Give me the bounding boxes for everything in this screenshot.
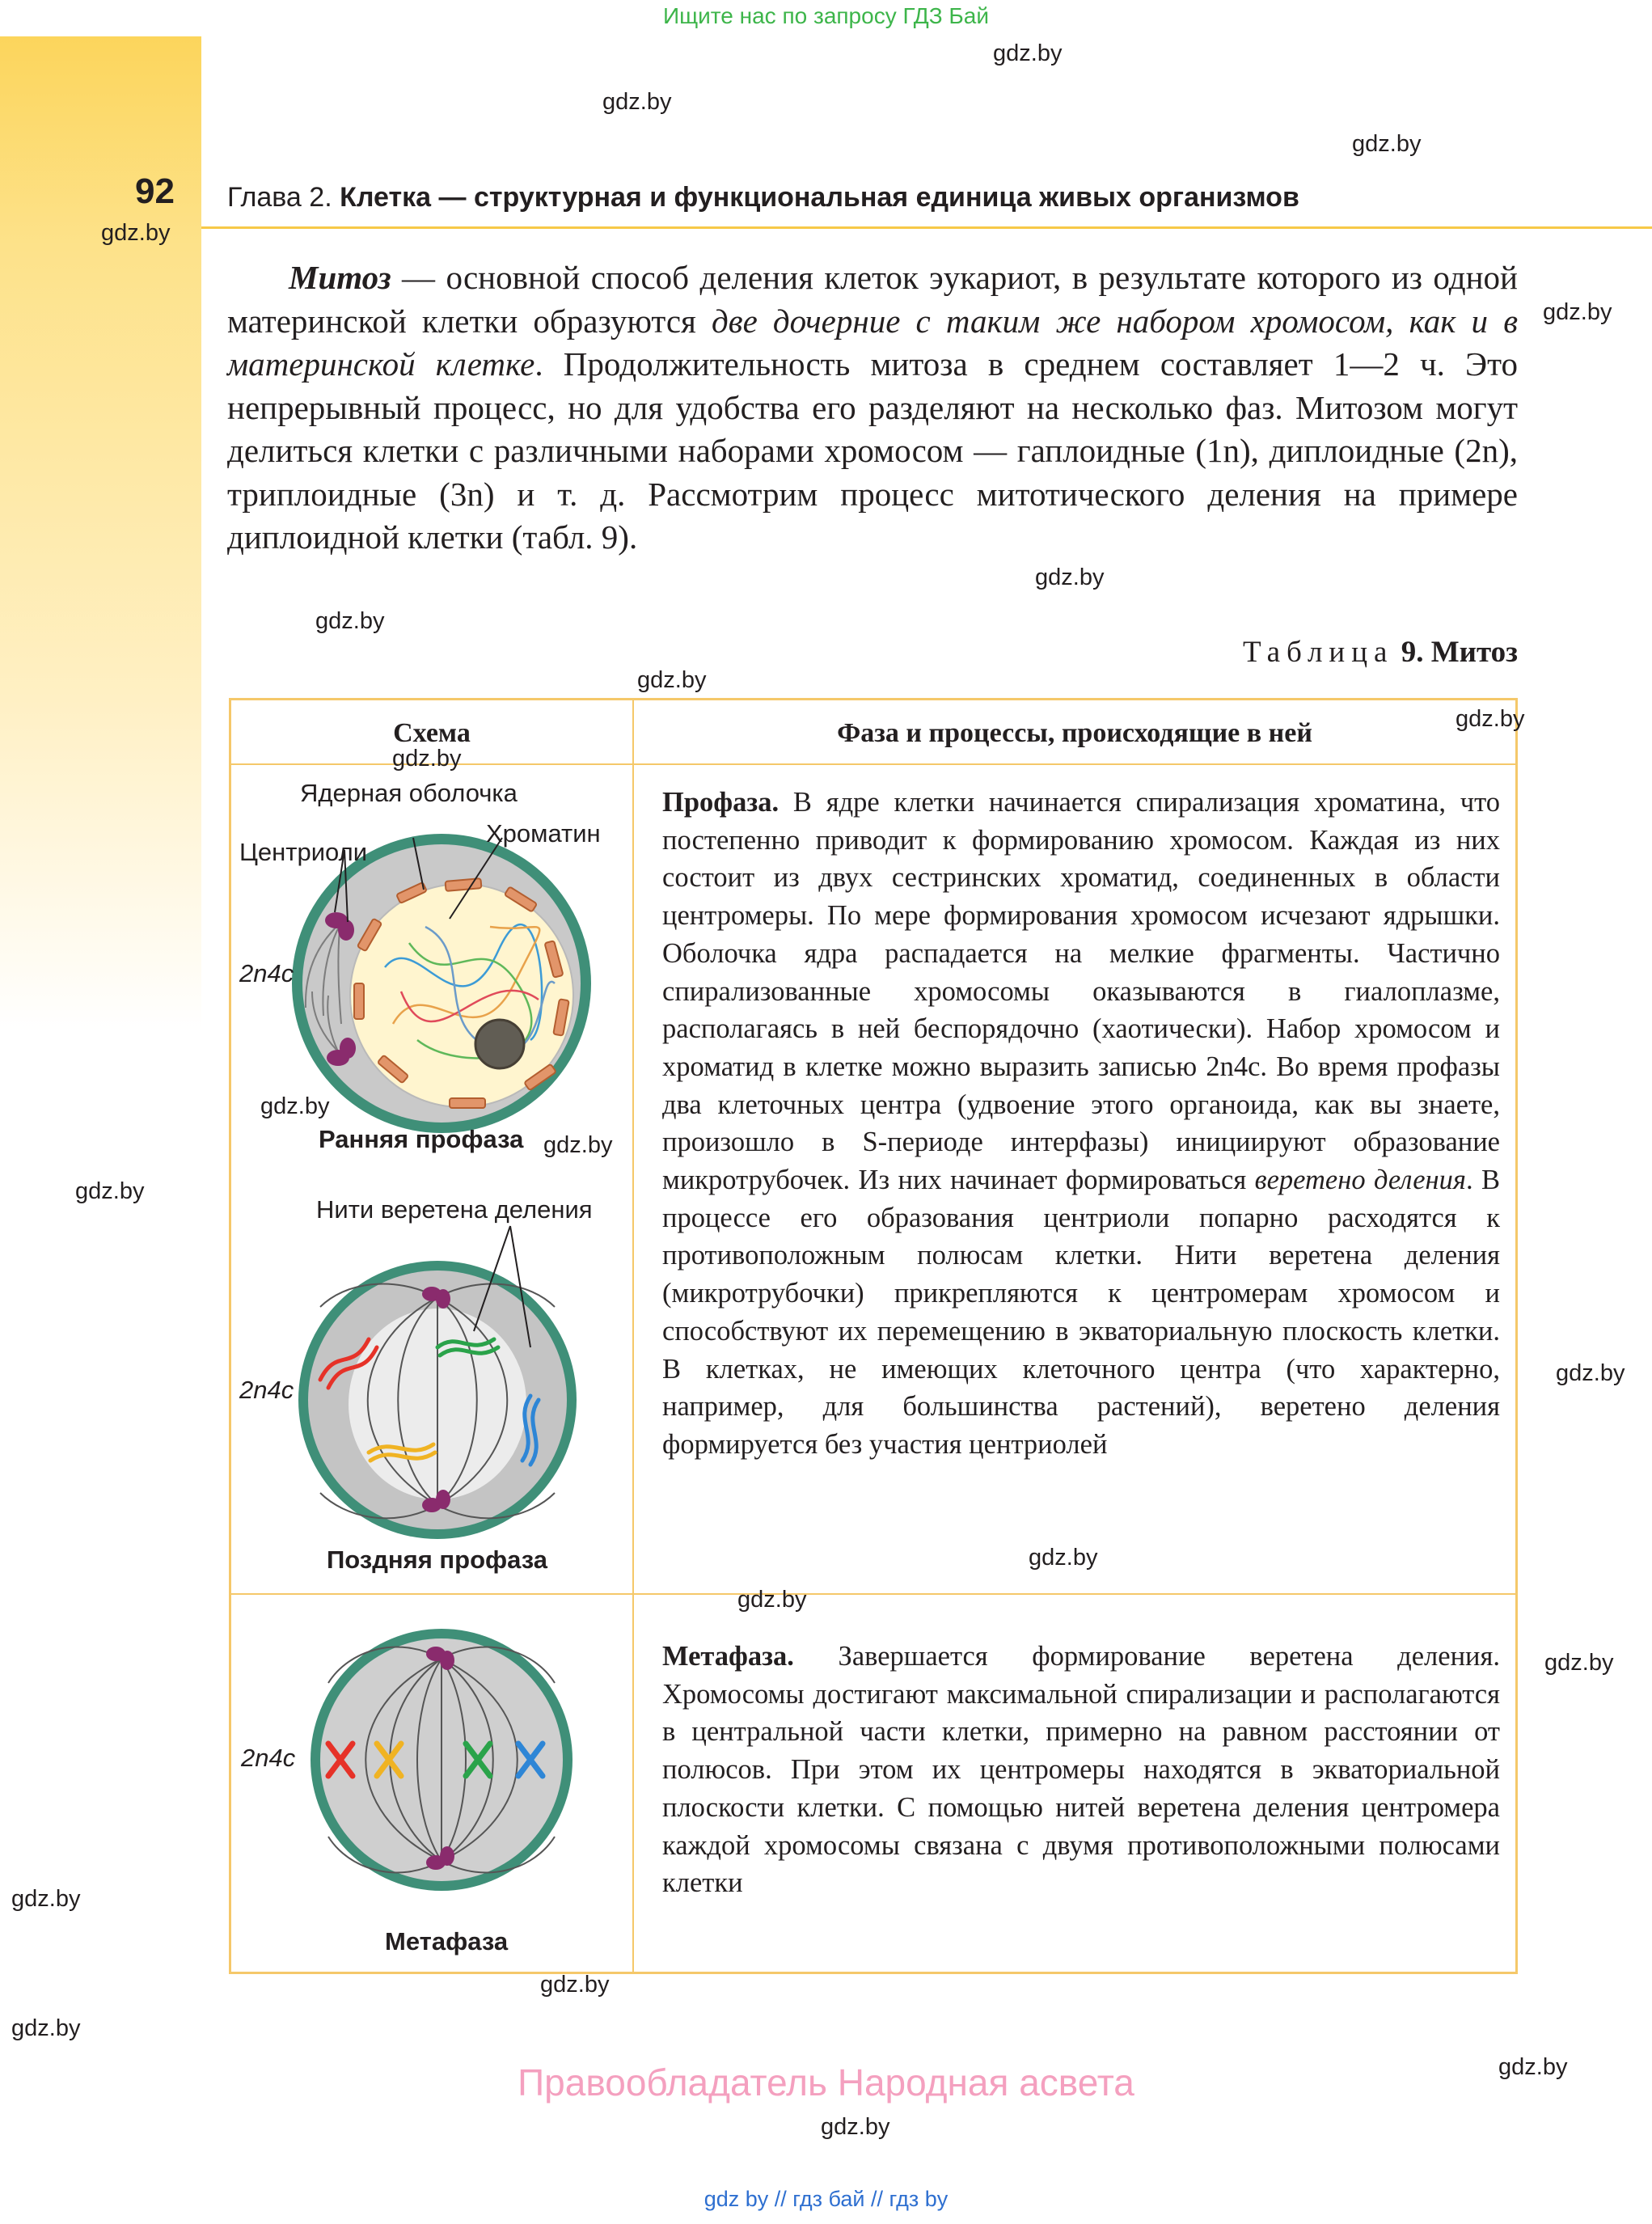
search-hint-link[interactable]: Ищите нас по запросу ГДЗ Бай bbox=[662, 3, 990, 28]
table-caption bbox=[1243, 635, 1518, 670]
metaphase-diagram bbox=[308, 1626, 575, 1893]
intro-paragraph bbox=[227, 256, 1518, 560]
table-caption-label: Таблица bbox=[1242, 636, 1394, 669]
table-caption-title: Митоз bbox=[1430, 636, 1518, 669]
watermark: gdz.by bbox=[1544, 1650, 1614, 1676]
watermark: gdz.by bbox=[101, 220, 171, 246]
table-column-divider bbox=[632, 700, 634, 1972]
watermark: gdz.by bbox=[1029, 1545, 1098, 1571]
label-chromatin: Хроматин bbox=[486, 819, 601, 848]
caption-late-prophase: Поздняя профаза bbox=[327, 1545, 547, 1574]
prophase-title: Профаза. bbox=[662, 787, 780, 818]
table-row-divider bbox=[231, 1593, 1515, 1595]
watermark: gdz.by bbox=[1556, 1360, 1625, 1386]
label-spindle-threads: Нити веретена деления bbox=[316, 1195, 593, 1224]
label-nuclear-envelope: Ядерная оболочка bbox=[300, 779, 518, 807]
term-mitosis: Митоз bbox=[289, 259, 391, 296]
label-centrioles: Центриоли bbox=[239, 838, 368, 866]
bottom-links[interactable]: gdz by // гдз бай // гдз by bbox=[703, 2187, 949, 2211]
table-caption-number: 9. bbox=[1401, 636, 1424, 669]
watermark: gdz.by bbox=[993, 40, 1063, 66]
prophase-description bbox=[662, 784, 1500, 1464]
label-formula-early: 2n4c bbox=[239, 959, 294, 987]
watermark: gdz.by bbox=[1352, 131, 1422, 157]
early-prophase-diagram bbox=[288, 830, 595, 1137]
caption-early-prophase: Ранняя профаза bbox=[319, 1125, 524, 1153]
caption-metaphase: Метафаза bbox=[385, 1927, 509, 1956]
header-scheme: Схема bbox=[393, 718, 471, 748]
watermark: gdz.by bbox=[1456, 706, 1525, 732]
metaphase-description bbox=[662, 1638, 1500, 1902]
chapter-header bbox=[227, 182, 1299, 214]
header-divider bbox=[201, 226, 1652, 229]
watermark: gdz.by bbox=[260, 1093, 330, 1119]
metaphase-title: Метафаза. bbox=[662, 1641, 794, 1672]
watermark: gdz.by bbox=[1035, 564, 1105, 590]
label-formula-late: 2n4c bbox=[239, 1376, 294, 1404]
copyright-notice: Правообладатель Народная асвета bbox=[518, 2061, 1134, 2103]
prophase-text-italic: веретено деления bbox=[1254, 1165, 1466, 1196]
prophase-text-2: . В процессе его образования центриоли попарно расходятся к противоположным полюсам клетки. Нити веретена деления (микротрубочки) прикрепляются к центромерам хромосом и способствуют их перемещению в экваториальную плоскость клетки. В клетках, не имеющих клеточного центра (что характерно, например, для большинства растений), веретено деления формируется без участия центриолей bbox=[662, 1165, 1501, 1460]
watermark: gdz.by bbox=[392, 746, 462, 772]
intro-italic: две дочерние с таким же набором хромосом, как и в материнской клетке bbox=[227, 302, 1518, 383]
chapter-prefix: Глава 2. bbox=[227, 182, 332, 213]
watermark: gdz.by bbox=[602, 89, 672, 115]
label-formula-metaphase: 2n4c bbox=[241, 1744, 296, 1772]
page-number: 92 bbox=[135, 171, 175, 211]
watermark: gdz.by bbox=[11, 1886, 81, 1912]
watermark: gdz.by bbox=[11, 2015, 81, 2041]
mitosis-table bbox=[229, 698, 1518, 1974]
header-phase: Фаза и процессы, происходящие в ней bbox=[837, 718, 1312, 748]
watermark: gdz.by bbox=[1543, 299, 1612, 325]
watermark: gdz.by bbox=[737, 1587, 807, 1613]
late-prophase-diagram bbox=[296, 1258, 579, 1541]
chapter-title: Клетка — структурная и функциональная единица живых организмов bbox=[340, 182, 1299, 213]
watermark: gdz.by bbox=[540, 1972, 610, 1998]
watermark: gdz.by bbox=[1498, 2054, 1568, 2080]
nucleolus bbox=[475, 1020, 524, 1068]
intro-part2: . Продолжительность митоза в среднем составляет 1—2 ч. Это непрерывный процесс, но для удобства его разделяют на несколько фаз. Митозом могут делиться клетки с различными наборами хромосом — гаплоидные (1n), диплоидные (2n), триплоидные (3n) и т. д. Рассмотрим процесс митотического деления на примере диплоидной клетки (табл. 9). bbox=[227, 345, 1518, 556]
watermark: gdz.by bbox=[75, 1178, 145, 1204]
watermark: gdz.by bbox=[637, 667, 707, 693]
watermark: gdz.by bbox=[315, 608, 385, 634]
watermark: gdz.by bbox=[821, 2114, 890, 2140]
watermark: gdz.by bbox=[543, 1132, 613, 1158]
prophase-text-1: В ядре клетки начинается спирализация хроматина, что постепенно приводит к формированию хромосом. Каждая из них состоит из двух сестринских хроматид, соединенных в области центромеры. По мере формирования хромосом исчезают ядрышки. Оболочка ядра распадается на мелкие фрагменты. Частично спирализованные хромосомы оказываются в гиалоплазме, располагаясь в ней беспорядочно (хаотически). Набор хромосом и хроматид в клетке можно выразить записью 2n4c. Во время профазы два клеточных центра (удвоение этого органоида, как вы знаете, произошло в S-периоде интерфазы) инициируют образование микротрубочек. Из них начинает формироваться bbox=[662, 787, 1500, 1196]
metaphase-text: Завершается формирование веретена деления. Хромосомы достигают максимальной спирализации и располагаются в центральной части клетки, примерно на равном расстоянии от полюсов. При этом их центромеры находятся в экваториальной плоскости клетки. С помощью нитей веретена деления центромера каждой хромосомы связана с двумя противоположными полюсами клетки bbox=[662, 1641, 1500, 1899]
intro-part1: — основной способ деления клеток эукариот, в результате которого из одной материнской клетки образуются bbox=[227, 259, 1518, 340]
